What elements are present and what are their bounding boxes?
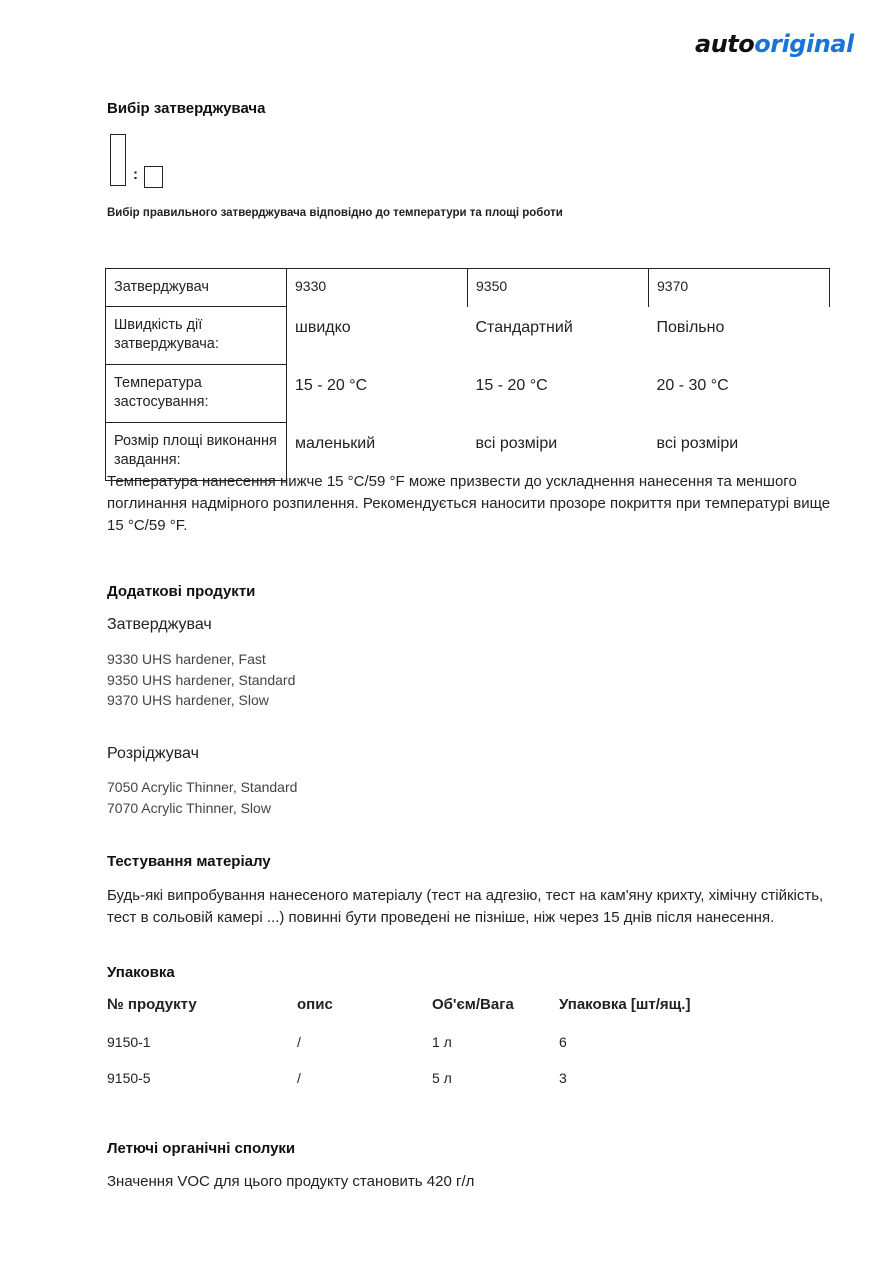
table-cell: Швидкість дії затверджувача: <box>106 307 287 365</box>
thinner-list <box>107 777 297 818</box>
hardener-label: Затверджувач <box>107 616 212 633</box>
list-item: 7070 Acrylic Thinner, Slow <box>107 799 271 816</box>
table-cell: всі розміри <box>475 434 558 452</box>
temperature-note: Температура нанесення нижче 15 °C/59 °F може призвести до ускладнення нанесення та меншого поглинання надмірного розпилення. Рекомендується наносити прозоре покриття при температурі вище 15 °C/59 °F. <box>107 473 831 534</box>
table-cell: 1 л <box>432 1034 452 1050</box>
table-cell: 9370 <box>649 269 830 307</box>
ratio-box-large <box>110 134 126 186</box>
packaging-table <box>107 996 759 1105</box>
table-cell: 3 <box>559 1070 567 1086</box>
table-cell: 15 - 20 °C <box>295 376 368 394</box>
table-cell: всі розміри <box>656 434 739 452</box>
column-header: № продукту <box>107 996 197 1013</box>
table-cell: Розмір площі виконання завдання: <box>106 423 287 481</box>
table-row <box>106 269 830 307</box>
hardener-section-subtitle: Вибір правильного затверджувача відповідно до температури та площі роботи <box>107 207 563 219</box>
hardener-list <box>107 649 295 711</box>
table-cell: 9350 <box>468 269 649 307</box>
testing-text: Будь-які випробування нанесеного матеріалу (тест на адгезію, тест на кам'яну крихту, хімічну стійкість, тест в сольовій камері ...) повинні бути проведені не пізніше, ніж через 15 днів після нанесення. <box>107 887 824 926</box>
table-cell: 9330 <box>287 269 468 307</box>
testing-title: Тестування матеріалу <box>107 853 271 870</box>
voc-title: Летючі органічні сполуки <box>107 1140 296 1157</box>
table-cell: / <box>297 1070 301 1086</box>
table-cell: 15 - 20 °C <box>475 376 548 394</box>
hardener-table <box>105 268 830 481</box>
table-row <box>107 1033 759 1069</box>
table-cell: 20 - 30 °C <box>656 376 729 394</box>
table-cell: 9150-1 <box>107 1034 151 1050</box>
table-cell: Повільно <box>656 318 725 336</box>
thinner-label: Розріджувач <box>107 745 199 762</box>
list-item: 9370 UHS hardener, Slow <box>107 692 269 708</box>
column-header: Об'єм/Вага <box>432 996 514 1013</box>
additional-products-title: Додаткові продукти <box>107 583 256 600</box>
list-item: 7050 Acrylic Thinner, Standard <box>107 779 298 795</box>
hardener-section-title: Вибір затверджувача <box>107 100 266 117</box>
table-cell: Температура застосування: <box>106 365 287 423</box>
column-header: опис <box>297 996 333 1013</box>
list-item: 9330 UHS hardener, Fast <box>107 651 266 667</box>
table-cell: маленький <box>295 434 376 452</box>
list-item: 9350 UHS hardener, Standard <box>107 671 296 688</box>
table-cell: / <box>297 1034 301 1050</box>
ratio-separator: : <box>133 166 138 183</box>
table-cell: Затверджувач <box>106 269 287 307</box>
column-header: Упаковка [шт/ящ.] <box>559 996 691 1013</box>
table-cell: швидко <box>295 318 351 336</box>
table-cell: Стандартний <box>475 318 573 336</box>
table-row <box>106 307 830 365</box>
autooriginal-logo: autooriginal <box>695 30 854 58</box>
voc-text: Значення VOC для цього продукту становить 420 г/л <box>107 1173 475 1190</box>
table-cell: 6 <box>559 1034 567 1050</box>
table-cell: 5 л <box>432 1070 452 1086</box>
table-cell: 9150-5 <box>107 1070 151 1086</box>
table-row <box>106 365 830 423</box>
packaging-title: Упаковка <box>107 964 175 981</box>
ratio-box-small <box>144 166 163 188</box>
table-row <box>107 1069 759 1105</box>
table-header-row <box>107 996 759 1033</box>
